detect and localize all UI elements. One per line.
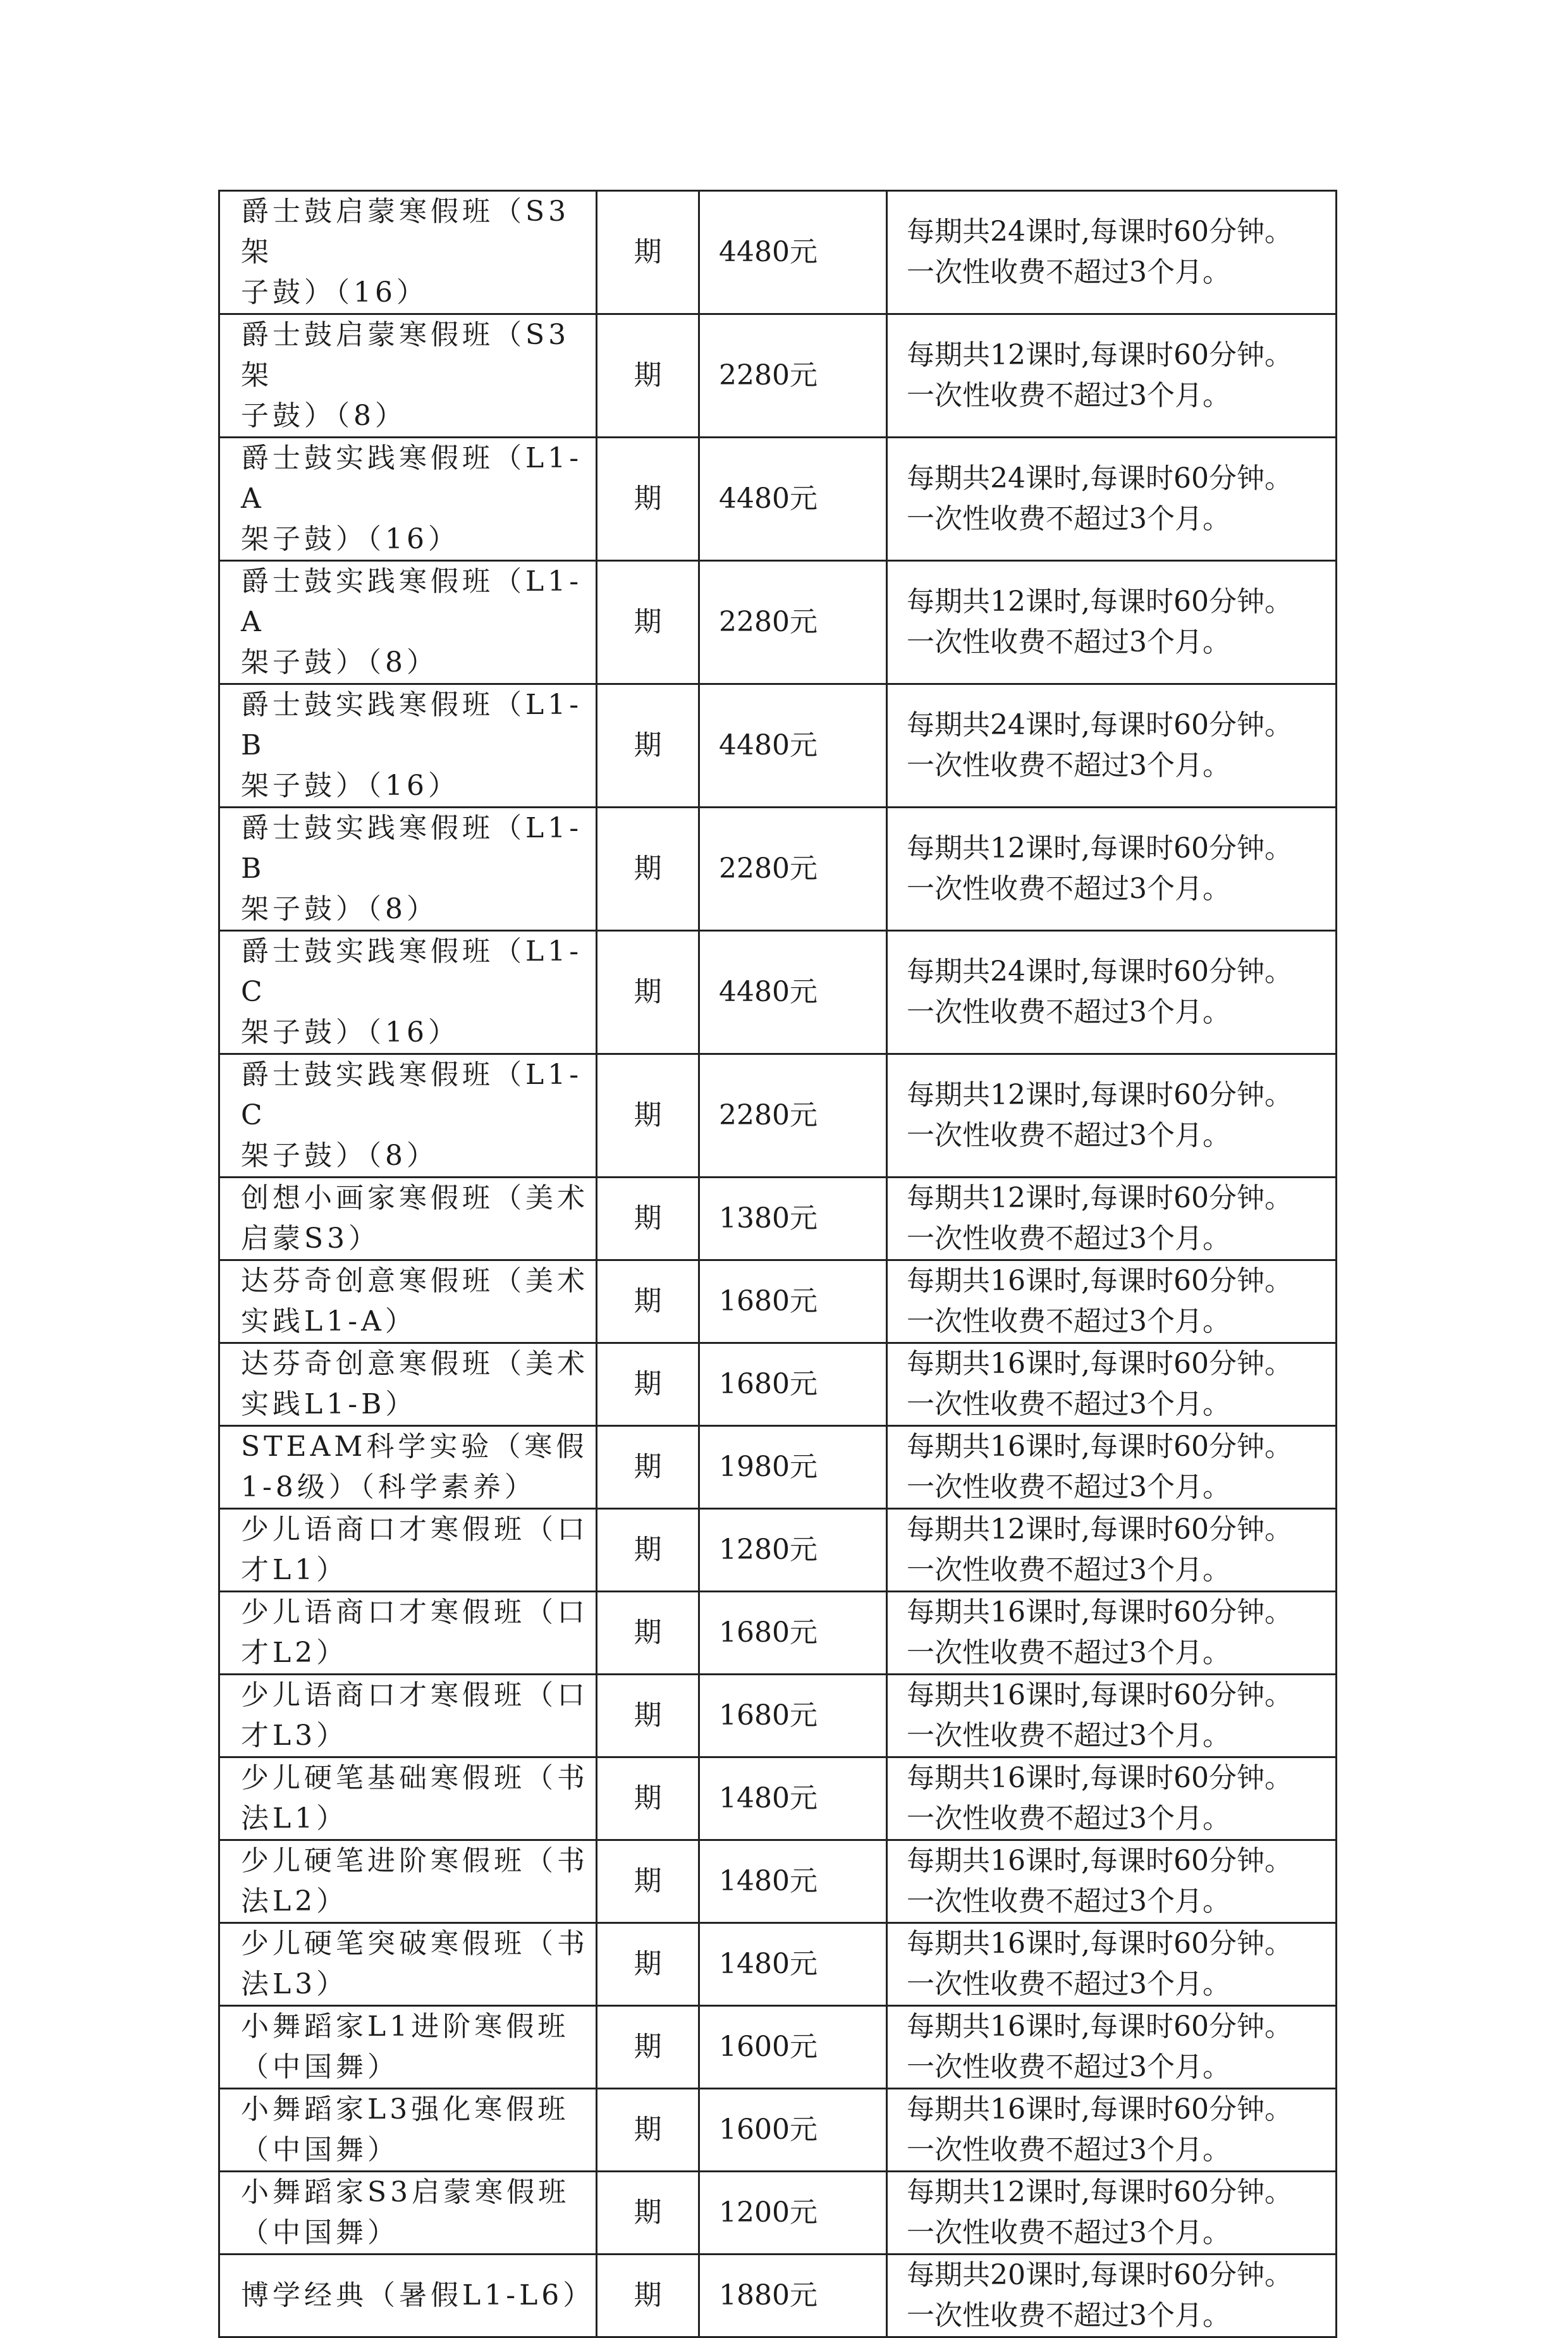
description-line: 每期共16课时,每课时60分钟。 xyxy=(907,2010,1292,2043)
description-cell xyxy=(887,1840,1337,1923)
course-name-line: 法L2） xyxy=(241,1885,348,1917)
description-cell xyxy=(887,931,1337,1054)
table-row xyxy=(219,438,1337,561)
description-line: 一次性收费不超过3个月。 xyxy=(907,873,1230,905)
description-line: 一次性收费不超过3个月。 xyxy=(907,1637,1230,1669)
description-line: 一次性收费不超过3个月。 xyxy=(907,2051,1230,2083)
price-cell: 1280元 xyxy=(699,1509,887,1592)
table-row xyxy=(219,1178,1337,1260)
price-cell: 2280元 xyxy=(699,808,887,931)
table-row xyxy=(219,931,1337,1054)
price-cell: 4480元 xyxy=(699,438,887,561)
description-line: 每期共12课时,每课时60分钟。 xyxy=(907,1513,1292,1546)
price-cell: 1680元 xyxy=(699,1343,887,1426)
course-name-line: 架子鼓）（16） xyxy=(241,1016,460,1049)
course-name-line: 小舞蹈家L3强化寒假班 xyxy=(241,2093,570,2126)
course-name-line: （中国舞） xyxy=(241,2217,399,2249)
description-line: 每期共24课时,每课时60分钟。 xyxy=(907,709,1292,741)
description-cell xyxy=(887,1923,1337,2006)
course-name-line: 爵士鼓实践寒假班（L1-B xyxy=(241,812,583,885)
course-name-line: 爵士鼓实践寒假班（L1-B xyxy=(241,689,583,761)
description-line: 一次性收费不超过3个月。 xyxy=(907,1388,1230,1420)
description-line: 一次性收费不超过3个月。 xyxy=(907,1554,1230,1586)
description-line: 每期共12课时,每课时60分钟。 xyxy=(907,586,1292,618)
description-line: 每期共16课时,每课时60分钟。 xyxy=(907,1928,1292,1960)
description-line: 一次性收费不超过3个月。 xyxy=(907,1305,1230,1338)
price-cell: 4480元 xyxy=(699,191,887,314)
description-line: 每期共12课时,每课时60分钟。 xyxy=(907,1182,1292,1214)
table-row xyxy=(219,314,1337,438)
course-name-line: 达芬奇创意寒假班（美术 xyxy=(241,1265,589,1297)
description-cell xyxy=(887,1592,1337,1675)
description-line: 每期共24课时,每课时60分钟。 xyxy=(907,216,1292,248)
course-name-line: 爵士鼓启蒙寒假班（S3架 xyxy=(241,319,570,391)
table-row xyxy=(219,1343,1337,1426)
description-cell xyxy=(887,2006,1337,2089)
course-name-line: STEAM科学实验（寒假 xyxy=(241,1430,588,1463)
description-cell xyxy=(887,1675,1337,1757)
course-name-cell xyxy=(219,808,597,931)
description-cell xyxy=(887,1343,1337,1426)
course-name-line: 架子鼓）（8） xyxy=(241,646,438,679)
description-line: 每期共16课时,每课时60分钟。 xyxy=(907,1265,1292,1297)
course-name-cell xyxy=(219,1260,597,1343)
course-name-cell xyxy=(219,1923,597,2006)
price-cell: 1480元 xyxy=(699,1923,887,2006)
billing-unit-cell: 期 xyxy=(597,314,699,438)
description-cell xyxy=(887,1757,1337,1840)
description-line: 每期共16课时,每课时60分钟。 xyxy=(907,1762,1292,1794)
course-name-cell xyxy=(219,1757,597,1840)
description-line: 一次性收费不超过3个月。 xyxy=(907,256,1230,288)
course-name-line: 少儿硬笔基础寒假班（书 xyxy=(241,1762,589,1794)
description-line: 每期共24课时,每课时60分钟。 xyxy=(907,956,1292,988)
description-cell xyxy=(887,684,1337,808)
course-name-cell xyxy=(219,1343,597,1426)
price-cell: 2280元 xyxy=(699,561,887,684)
table-row xyxy=(219,2006,1337,2089)
price-cell: 1480元 xyxy=(699,1757,887,1840)
billing-unit-cell: 期 xyxy=(597,2255,699,2337)
price-cell: 4480元 xyxy=(699,684,887,808)
table-row xyxy=(219,2089,1337,2172)
course-name-line: 爵士鼓实践寒假班（L1-C xyxy=(241,1059,583,1131)
course-name-cell xyxy=(219,1592,597,1675)
description-line: 一次性收费不超过3个月。 xyxy=(907,1968,1230,2000)
description-cell xyxy=(887,1509,1337,1592)
description-line: 每期共16课时,每课时60分钟。 xyxy=(907,1348,1292,1380)
billing-unit-cell: 期 xyxy=(597,2089,699,2172)
course-name-line: 少儿语商口才寒假班（口 xyxy=(241,1513,589,1546)
table-row xyxy=(219,1757,1337,1840)
course-name-cell xyxy=(219,1509,597,1592)
course-name-line: 才L1） xyxy=(241,1554,348,1586)
billing-unit-cell: 期 xyxy=(597,1178,699,1260)
billing-unit-cell: 期 xyxy=(597,561,699,684)
billing-unit-cell: 期 xyxy=(597,808,699,931)
description-line: 每期共12课时,每课时60分钟。 xyxy=(907,339,1292,371)
table-row xyxy=(219,1509,1337,1592)
billing-unit-cell: 期 xyxy=(597,1675,699,1757)
course-name-line: 架子鼓）（16） xyxy=(241,523,460,555)
description-line: 一次性收费不超过3个月。 xyxy=(907,2134,1230,2166)
description-line: 每期共12课时,每课时60分钟。 xyxy=(907,2176,1292,2208)
course-name-line: 法L1） xyxy=(241,1802,348,1835)
fee-table xyxy=(218,190,1337,2338)
description-cell xyxy=(887,1054,1337,1178)
course-name-line: 架子鼓）（16） xyxy=(241,770,460,802)
description-line: 一次性收费不超过3个月。 xyxy=(907,1471,1230,1503)
price-cell: 1380元 xyxy=(699,1178,887,1260)
table-row xyxy=(219,1260,1337,1343)
course-name-line: 小舞蹈家L1进阶寒假班 xyxy=(241,2010,570,2043)
course-name-line: 架子鼓）（8） xyxy=(241,893,438,925)
billing-unit-cell: 期 xyxy=(597,1426,699,1509)
course-name-line: 博学经典（暑假L1-L6） xyxy=(241,2279,595,2311)
course-name-line: 爵士鼓实践寒假班（L1-A xyxy=(241,565,583,638)
course-name-line: 爵士鼓实践寒假班（L1-A xyxy=(241,442,583,515)
description-cell xyxy=(887,1426,1337,1509)
billing-unit-cell: 期 xyxy=(597,2172,699,2255)
description-cell xyxy=(887,808,1337,931)
course-name-cell xyxy=(219,191,597,314)
description-line: 每期共20课时,每课时60分钟。 xyxy=(907,2259,1292,2291)
billing-unit-cell: 期 xyxy=(597,191,699,314)
price-cell: 1600元 xyxy=(699,2089,887,2172)
table-row xyxy=(219,1675,1337,1757)
fee-table-body xyxy=(219,191,1337,2337)
course-name-cell xyxy=(219,561,597,684)
course-name-cell xyxy=(219,1054,597,1178)
billing-unit-cell: 期 xyxy=(597,1343,699,1426)
course-name-cell xyxy=(219,2172,597,2255)
course-name-cell xyxy=(219,314,597,438)
table-row xyxy=(219,1840,1337,1923)
description-line: 一次性收费不超过3个月。 xyxy=(907,749,1230,782)
description-cell xyxy=(887,1178,1337,1260)
price-cell: 1680元 xyxy=(699,1675,887,1757)
course-name-cell xyxy=(219,438,597,561)
billing-unit-cell: 期 xyxy=(597,1923,699,2006)
course-name-cell xyxy=(219,2089,597,2172)
price-cell: 1600元 xyxy=(699,2006,887,2089)
billing-unit-cell: 期 xyxy=(597,1260,699,1343)
table-row xyxy=(219,2172,1337,2255)
course-name-line: 才L2） xyxy=(241,1637,348,1669)
billing-unit-cell: 期 xyxy=(597,1509,699,1592)
billing-unit-cell: 期 xyxy=(597,438,699,561)
billing-unit-cell: 期 xyxy=(597,1592,699,1675)
price-cell: 2280元 xyxy=(699,314,887,438)
table-row xyxy=(219,1592,1337,1675)
course-name-line: 子鼓）（16） xyxy=(241,276,428,309)
description-line: 每期共16课时,每课时60分钟。 xyxy=(907,1430,1292,1463)
course-name-cell xyxy=(219,1840,597,1923)
table-row xyxy=(219,1426,1337,1509)
billing-unit-cell: 期 xyxy=(597,2006,699,2089)
price-cell: 1680元 xyxy=(699,1592,887,1675)
course-name-cell xyxy=(219,1426,597,1509)
description-cell xyxy=(887,1260,1337,1343)
description-line: 一次性收费不超过3个月。 xyxy=(907,379,1230,412)
description-line: 每期共16课时,每课时60分钟。 xyxy=(907,2093,1292,2126)
price-cell: 2280元 xyxy=(699,1054,887,1178)
course-name-line: 法L3） xyxy=(241,1968,348,2000)
billing-unit-cell: 期 xyxy=(597,1840,699,1923)
description-cell xyxy=(887,2089,1337,2172)
table-row xyxy=(219,561,1337,684)
course-name-cell xyxy=(219,2006,597,2089)
description-line: 一次性收费不超过3个月。 xyxy=(907,996,1230,1028)
course-name-cell xyxy=(219,2255,597,2337)
description-line: 一次性收费不超过3个月。 xyxy=(907,2217,1230,2249)
course-name-line: 爵士鼓启蒙寒假班（S3架 xyxy=(241,195,570,268)
price-cell: 1480元 xyxy=(699,1840,887,1923)
course-name-line: 创想小画家寒假班（美术 xyxy=(241,1182,589,1214)
description-line: 每期共24课时,每课时60分钟。 xyxy=(907,462,1292,495)
course-name-line: 子鼓）（8） xyxy=(241,400,407,432)
description-line: 一次性收费不超过3个月。 xyxy=(907,503,1230,535)
description-line: 一次性收费不超过3个月。 xyxy=(907,2299,1230,2332)
description-cell xyxy=(887,561,1337,684)
course-name-line: （中国舞） xyxy=(241,2134,399,2166)
description-line: 每期共12课时,每课时60分钟。 xyxy=(907,832,1292,864)
price-cell: 1880元 xyxy=(699,2255,887,2337)
price-cell: 1980元 xyxy=(699,1426,887,1509)
course-name-line: 启蒙S3） xyxy=(241,1222,381,1255)
description-line: 一次性收费不超过3个月。 xyxy=(907,1119,1230,1152)
course-name-line: 小舞蹈家S3启蒙寒假班 xyxy=(241,2176,570,2208)
table-row xyxy=(219,1054,1337,1178)
course-name-cell xyxy=(219,684,597,808)
description-line: 每期共16课时,每课时60分钟。 xyxy=(907,1596,1292,1628)
table-row xyxy=(219,1923,1337,2006)
price-cell: 4480元 xyxy=(699,931,887,1054)
course-name-line: 爵士鼓实践寒假班（L1-C xyxy=(241,935,583,1008)
course-name-cell xyxy=(219,931,597,1054)
course-name-line: 少儿语商口才寒假班（口 xyxy=(241,1596,589,1628)
table-row xyxy=(219,191,1337,314)
course-name-line: 架子鼓）（8） xyxy=(241,1140,438,1172)
table-row xyxy=(219,684,1337,808)
billing-unit-cell: 期 xyxy=(597,684,699,808)
description-cell xyxy=(887,2255,1337,2337)
price-cell: 1200元 xyxy=(699,2172,887,2255)
course-name-line: 少儿语商口才寒假班（口 xyxy=(241,1679,589,1711)
course-name-line: （中国舞） xyxy=(241,2051,399,2083)
description-cell xyxy=(887,191,1337,314)
billing-unit-cell: 期 xyxy=(597,1054,699,1178)
course-name-line: 少儿硬笔进阶寒假班（书 xyxy=(241,1845,589,1877)
price-cell: 1680元 xyxy=(699,1260,887,1343)
course-name-line: 1-8级）（科学素养） xyxy=(241,1471,536,1503)
billing-unit-cell: 期 xyxy=(597,931,699,1054)
course-name-cell xyxy=(219,1178,597,1260)
description-line: 一次性收费不超过3个月。 xyxy=(907,626,1230,658)
description-cell xyxy=(887,438,1337,561)
description-line: 一次性收费不超过3个月。 xyxy=(907,1222,1230,1255)
description-cell xyxy=(887,314,1337,438)
description-line: 一次性收费不超过3个月。 xyxy=(907,1720,1230,1752)
course-name-line: 达芬奇创意寒假班（美术 xyxy=(241,1348,589,1380)
billing-unit-cell: 期 xyxy=(597,1757,699,1840)
description-line: 每期共16课时,每课时60分钟。 xyxy=(907,1845,1292,1877)
course-name-line: 才L3） xyxy=(241,1720,348,1752)
course-name-line: 少儿硬笔突破寒假班（书 xyxy=(241,1928,589,1960)
description-line: 每期共16课时,每课时60分钟。 xyxy=(907,1679,1292,1711)
table-row xyxy=(219,2255,1337,2337)
description-line: 每期共12课时,每课时60分钟。 xyxy=(907,1079,1292,1111)
course-name-line: 实践L1-B） xyxy=(241,1388,417,1420)
course-name-cell xyxy=(219,1675,597,1757)
table-row xyxy=(219,808,1337,931)
description-cell xyxy=(887,2172,1337,2255)
course-name-line: 实践L1-A） xyxy=(241,1305,417,1338)
description-line: 一次性收费不超过3个月。 xyxy=(907,1802,1230,1835)
description-line: 一次性收费不超过3个月。 xyxy=(907,1885,1230,1917)
